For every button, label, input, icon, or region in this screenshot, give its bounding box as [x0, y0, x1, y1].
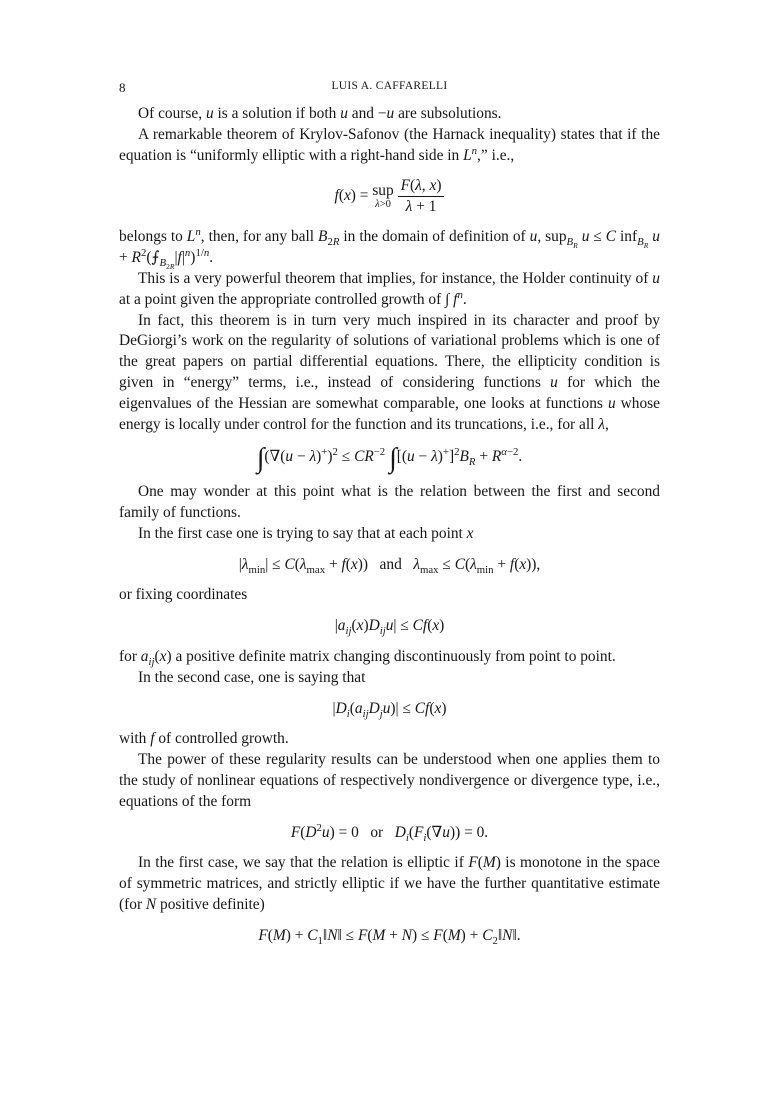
equation-strict-ellipticity: $F(M) + C_1‖N‖ \le F(M + N) \le F(M)$ + $C_2‖N‖$.	[258, 926, 521, 947]
equation-lambda: $|\lambda_{min}| \le C(\lambda_{max} + f(x))$ and $\lambda_{max} \le C(\lambda_{min} + f(x))$,	[238, 555, 541, 576]
paragraph-controlled-growth: with f of controlled growth.	[119, 730, 289, 748]
paragraph-wonder: One may wonder at this point what is the relation between the first and second family of functions.	[119, 483, 660, 521]
paragraph-power: The power of these regularity results can be understood when one applies them to the study of nonlinear equations of respectively nondivergence or divergence type, i.e., equations of the form	[119, 751, 660, 810]
page-body	[119, 104, 660, 957]
equation-energy: $\int(\nabla(u - \lambda)^+)^2 \le CR^{-2}$ $\int[(u - \lambda)^+]^2B_R + R^{\alpha-2}$.	[256, 443, 523, 475]
paragraph-subsolutions: Of course, u is a solution if both u and −u are subsolutions.	[138, 105, 502, 122]
paragraph-krylov-safonov: A remarkable theorem of Krylov-Safonov (the Harnack inequality) states that if the equation is “uniformly elliptic with a right-hand side in $L^n$,” i.e.,	[119, 125, 660, 164]
page-header	[119, 80, 660, 98]
paragraph-fixing-coordinates: or fixing coordinates	[119, 586, 248, 604]
paragraph-second-case: In the second case, one is saying that	[138, 668, 366, 686]
equation-nondivergence: $|a_{ij}(x)D_{ij}u| \le Cf(x)$	[334, 617, 445, 638]
equation-f-sup: f(x) = sup λ>0 $\frac{F(\lambda, x)}{\lambda + 1}$	[119, 176, 660, 217]
paragraph-powerful-theorem: This is a very powerful theorem that implies, for instance, the Holder continuity of u at a point given the appropriate controlled growth of ∫ $f^n$.	[119, 269, 660, 308]
running-head: LUIS A. CAFFARELLI	[331, 80, 448, 92]
paragraph-belongs-to: belongs to $L^n$, then, for any ball $B_{2R}$ in the domain of definition of u, sup$_{B_R}$ u ≤ C inf$_{B_R}$ $u + R^2(⨍_{B_{2R}}|f|^n)^{1/n}$.	[119, 226, 660, 272]
equation-nonlinear: $F(D^2u) = 0$ or $D_i(F_i(\nabla u)) = 0$.	[290, 821, 489, 844]
equation-divergence: $|D_i(a_{ij}D_ju)| \le Cf(x)$	[332, 699, 447, 720]
paragraph-positive-definite: for $a_{ij}(x)$ a positive definite matrix changing discontinuously from point to point.	[119, 647, 616, 669]
page-number: 8	[119, 80, 126, 95]
paragraph-elliptic-def: In the first case, we say that the relation is elliptic if F(M) is monotone in the space of symmetric matrices, and strictly elliptic if we have the further quantitative estimate (for N positive definite)	[119, 854, 661, 913]
paragraph-first-case: In the first case one is trying to say that at each point x	[138, 524, 474, 542]
paragraph-degiorgi: In fact, this theorem is in turn very much inspired in its character and proof by DeGiorgi’s work on the regularity of solutions of variational problems which is one of the great papers on partial differential equations. There, the ellipticity condition is given in “energy” terms, i.e., instead of considering functions u for which the eigenvalues of the Hessian are somewhat comparable, one looks at functions u whose energy is locally under control for the function and its truncations, i.e., for all λ,	[119, 311, 661, 433]
